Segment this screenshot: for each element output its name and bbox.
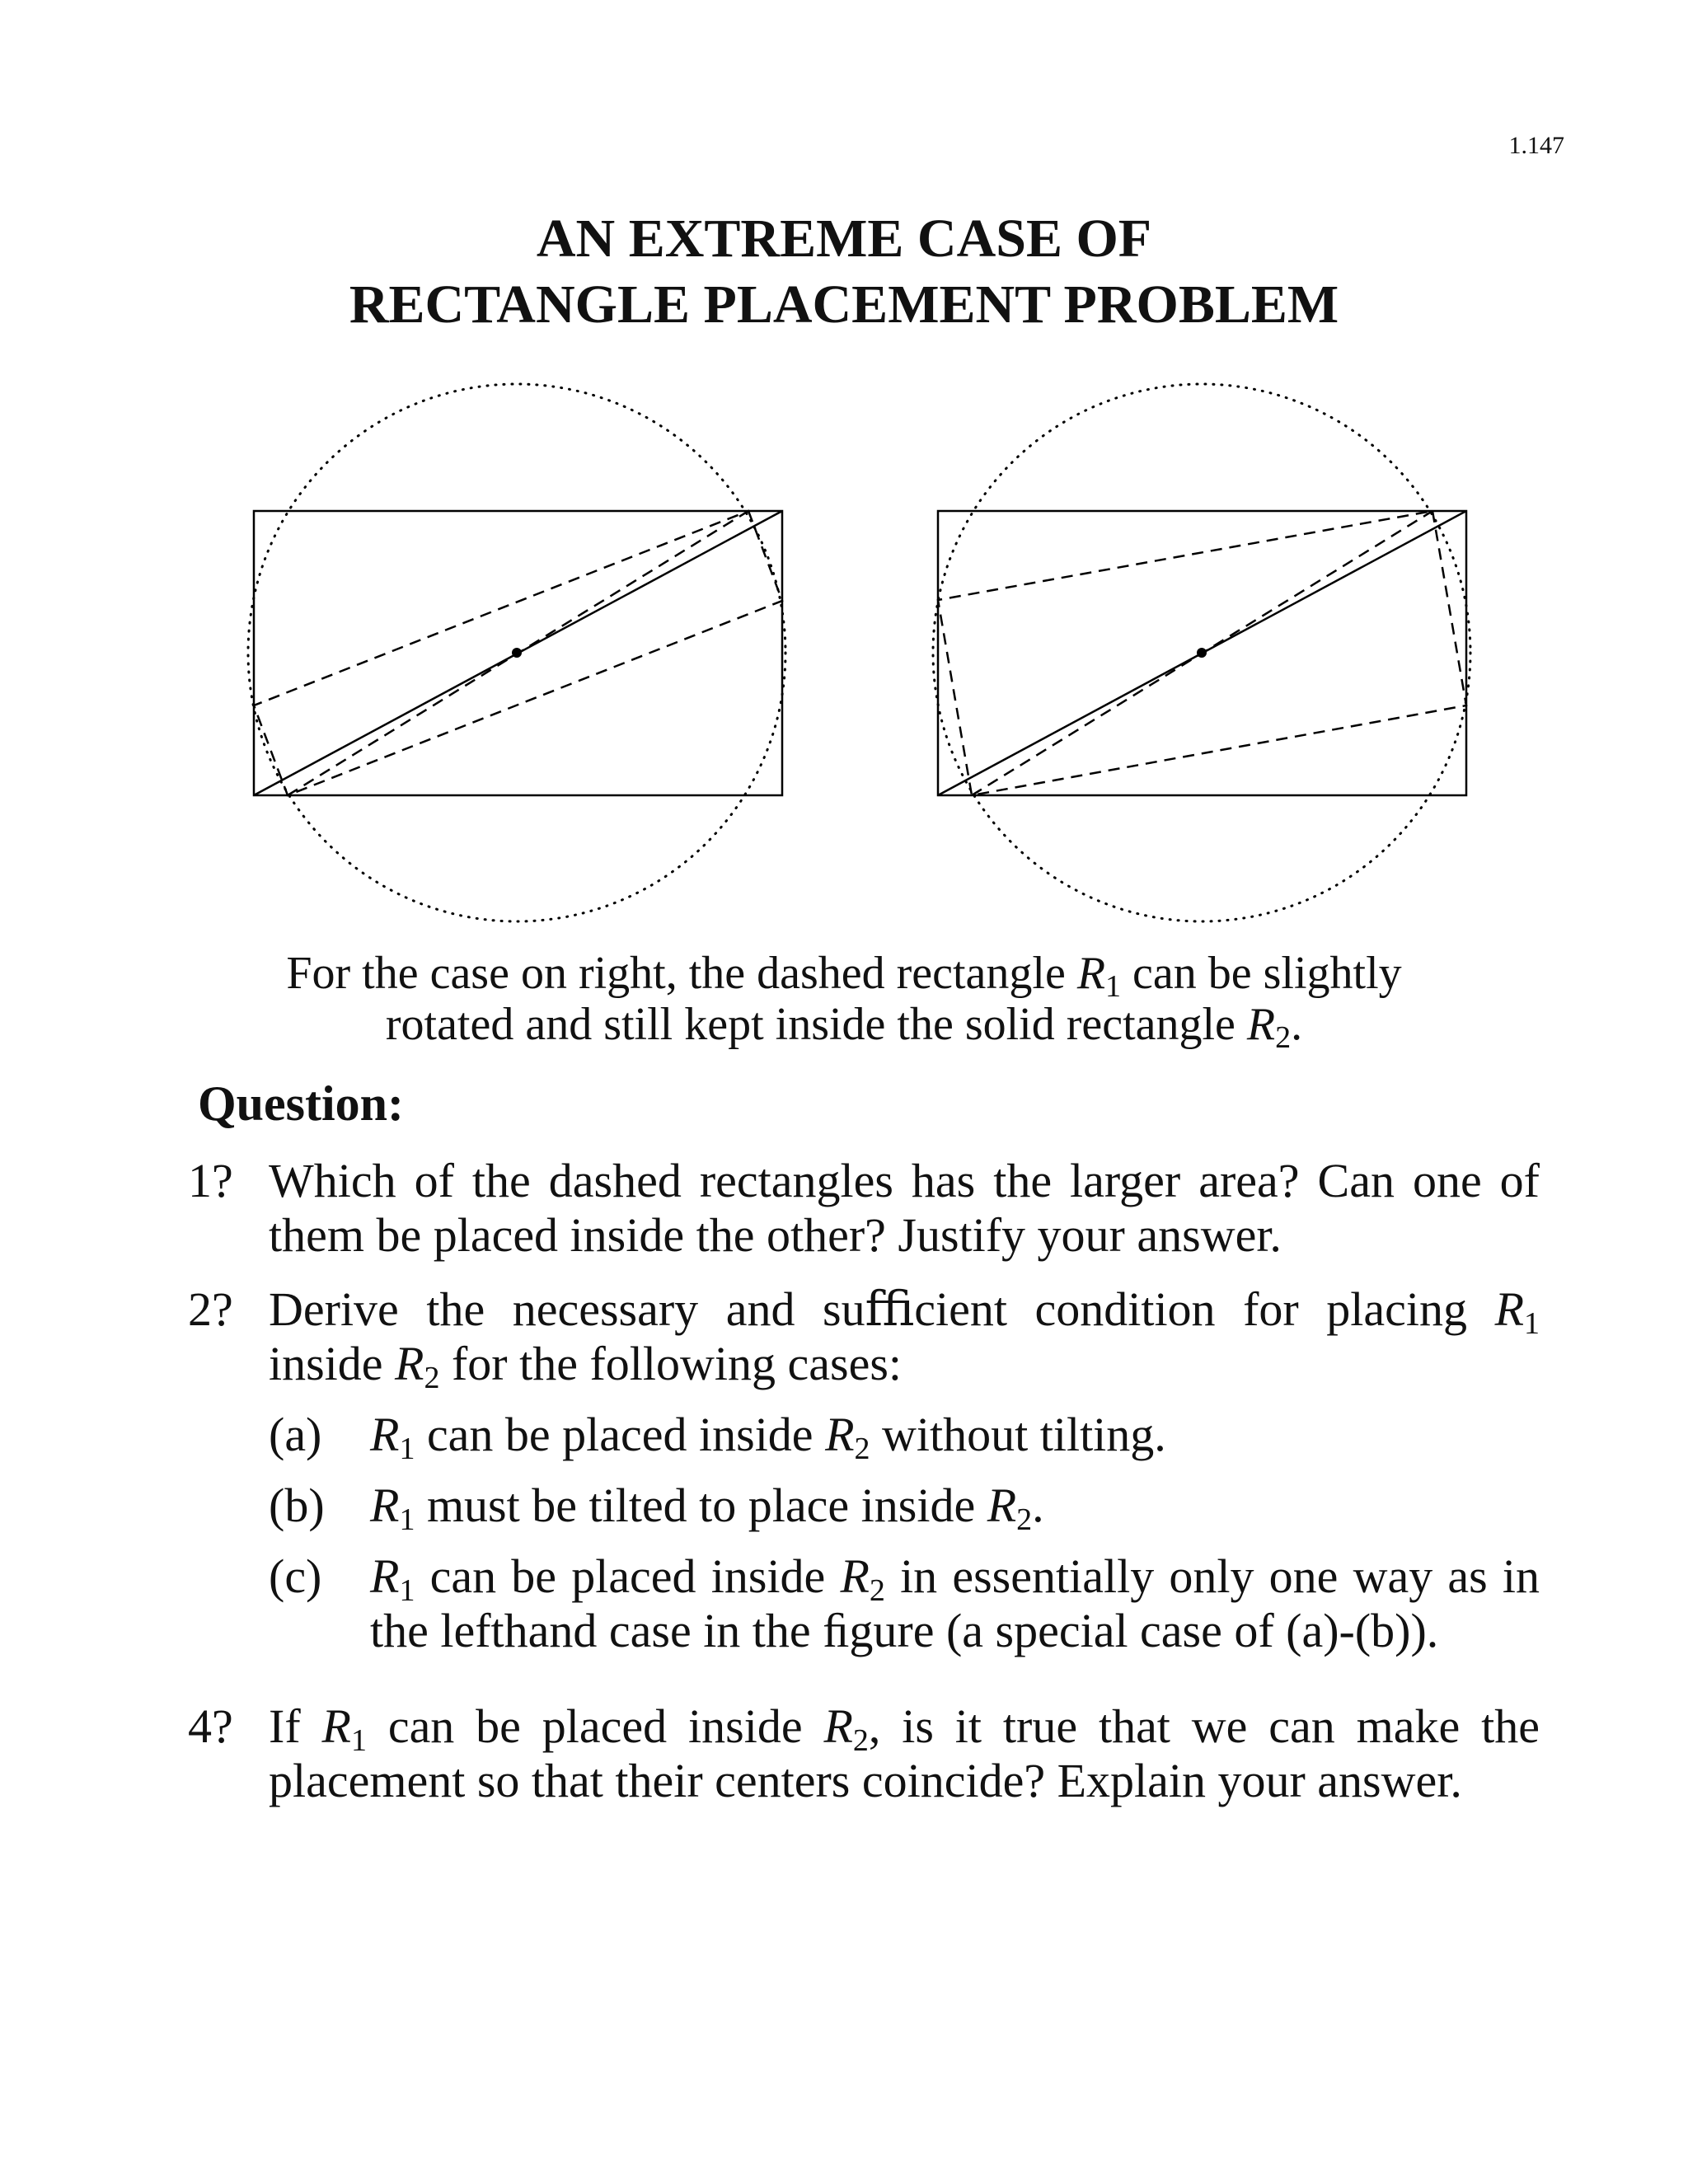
right-center-dot	[1197, 648, 1207, 658]
sub-question-b: (b) $R_1$ must be tilted to place inside $R_2$.	[269, 1479, 1044, 1537]
title-line-2: RECTANGLE PLACEMENT PROBLEM	[349, 274, 1339, 335]
question-number: 4?	[188, 1699, 233, 1753]
left-figure	[248, 384, 785, 921]
question-text: If $R_1$ can be placed inside $R_2$, is it true that we can make the placement so that their centers coincide? Explain your answer.	[269, 1699, 1540, 1807]
rectangle-figures	[0, 371, 1688, 948]
question-text: Which of the dashed rectangles has the larger area? Can one of them be placed inside the other? Justify your answer.	[269, 1154, 1540, 1262]
question-list	[188, 1154, 1540, 1828]
sub-question-label: (b)	[269, 1479, 325, 1532]
sub-question-c: (c) $R_1$ can be placed inside $R_2$ in essentially only one way as in the lefthand case in the ﬁgure (a special case of (a)-(b)).	[269, 1549, 1540, 1657]
page-title	[0, 206, 1688, 338]
left-center-dot	[512, 648, 522, 658]
figure-caption	[0, 948, 1688, 1055]
question-heading: Question:	[198, 1076, 405, 1131]
sub-question-label: (c)	[269, 1549, 322, 1603]
sub-question-label: (a)	[269, 1408, 322, 1461]
caption-line-1: For the case on right, the dashed rectangle $R_1$ can be slightly	[286, 948, 1402, 1004]
question-number: 1?	[188, 1154, 233, 1207]
title-line-1: AN EXTREME CASE OF	[536, 209, 1152, 269]
right-figure	[933, 384, 1470, 921]
page-number: 1.147	[1508, 132, 1564, 159]
sub-question-a: (a) $R_1$ can be placed inside $R_2$ without tilting.	[269, 1408, 1166, 1466]
question-4	[188, 1699, 1540, 1808]
question-number: 2?	[188, 1282, 233, 1336]
question-1	[188, 1154, 1540, 1263]
question-2	[188, 1282, 1540, 1658]
question-text: Derive the necessary and suﬃcient condition for placing $R_1$ inside $R_2$ for the following cases:	[269, 1282, 1540, 1395]
caption-line-2: rotated and still kept inside the solid rectangle $R_2$.	[385, 999, 1303, 1055]
